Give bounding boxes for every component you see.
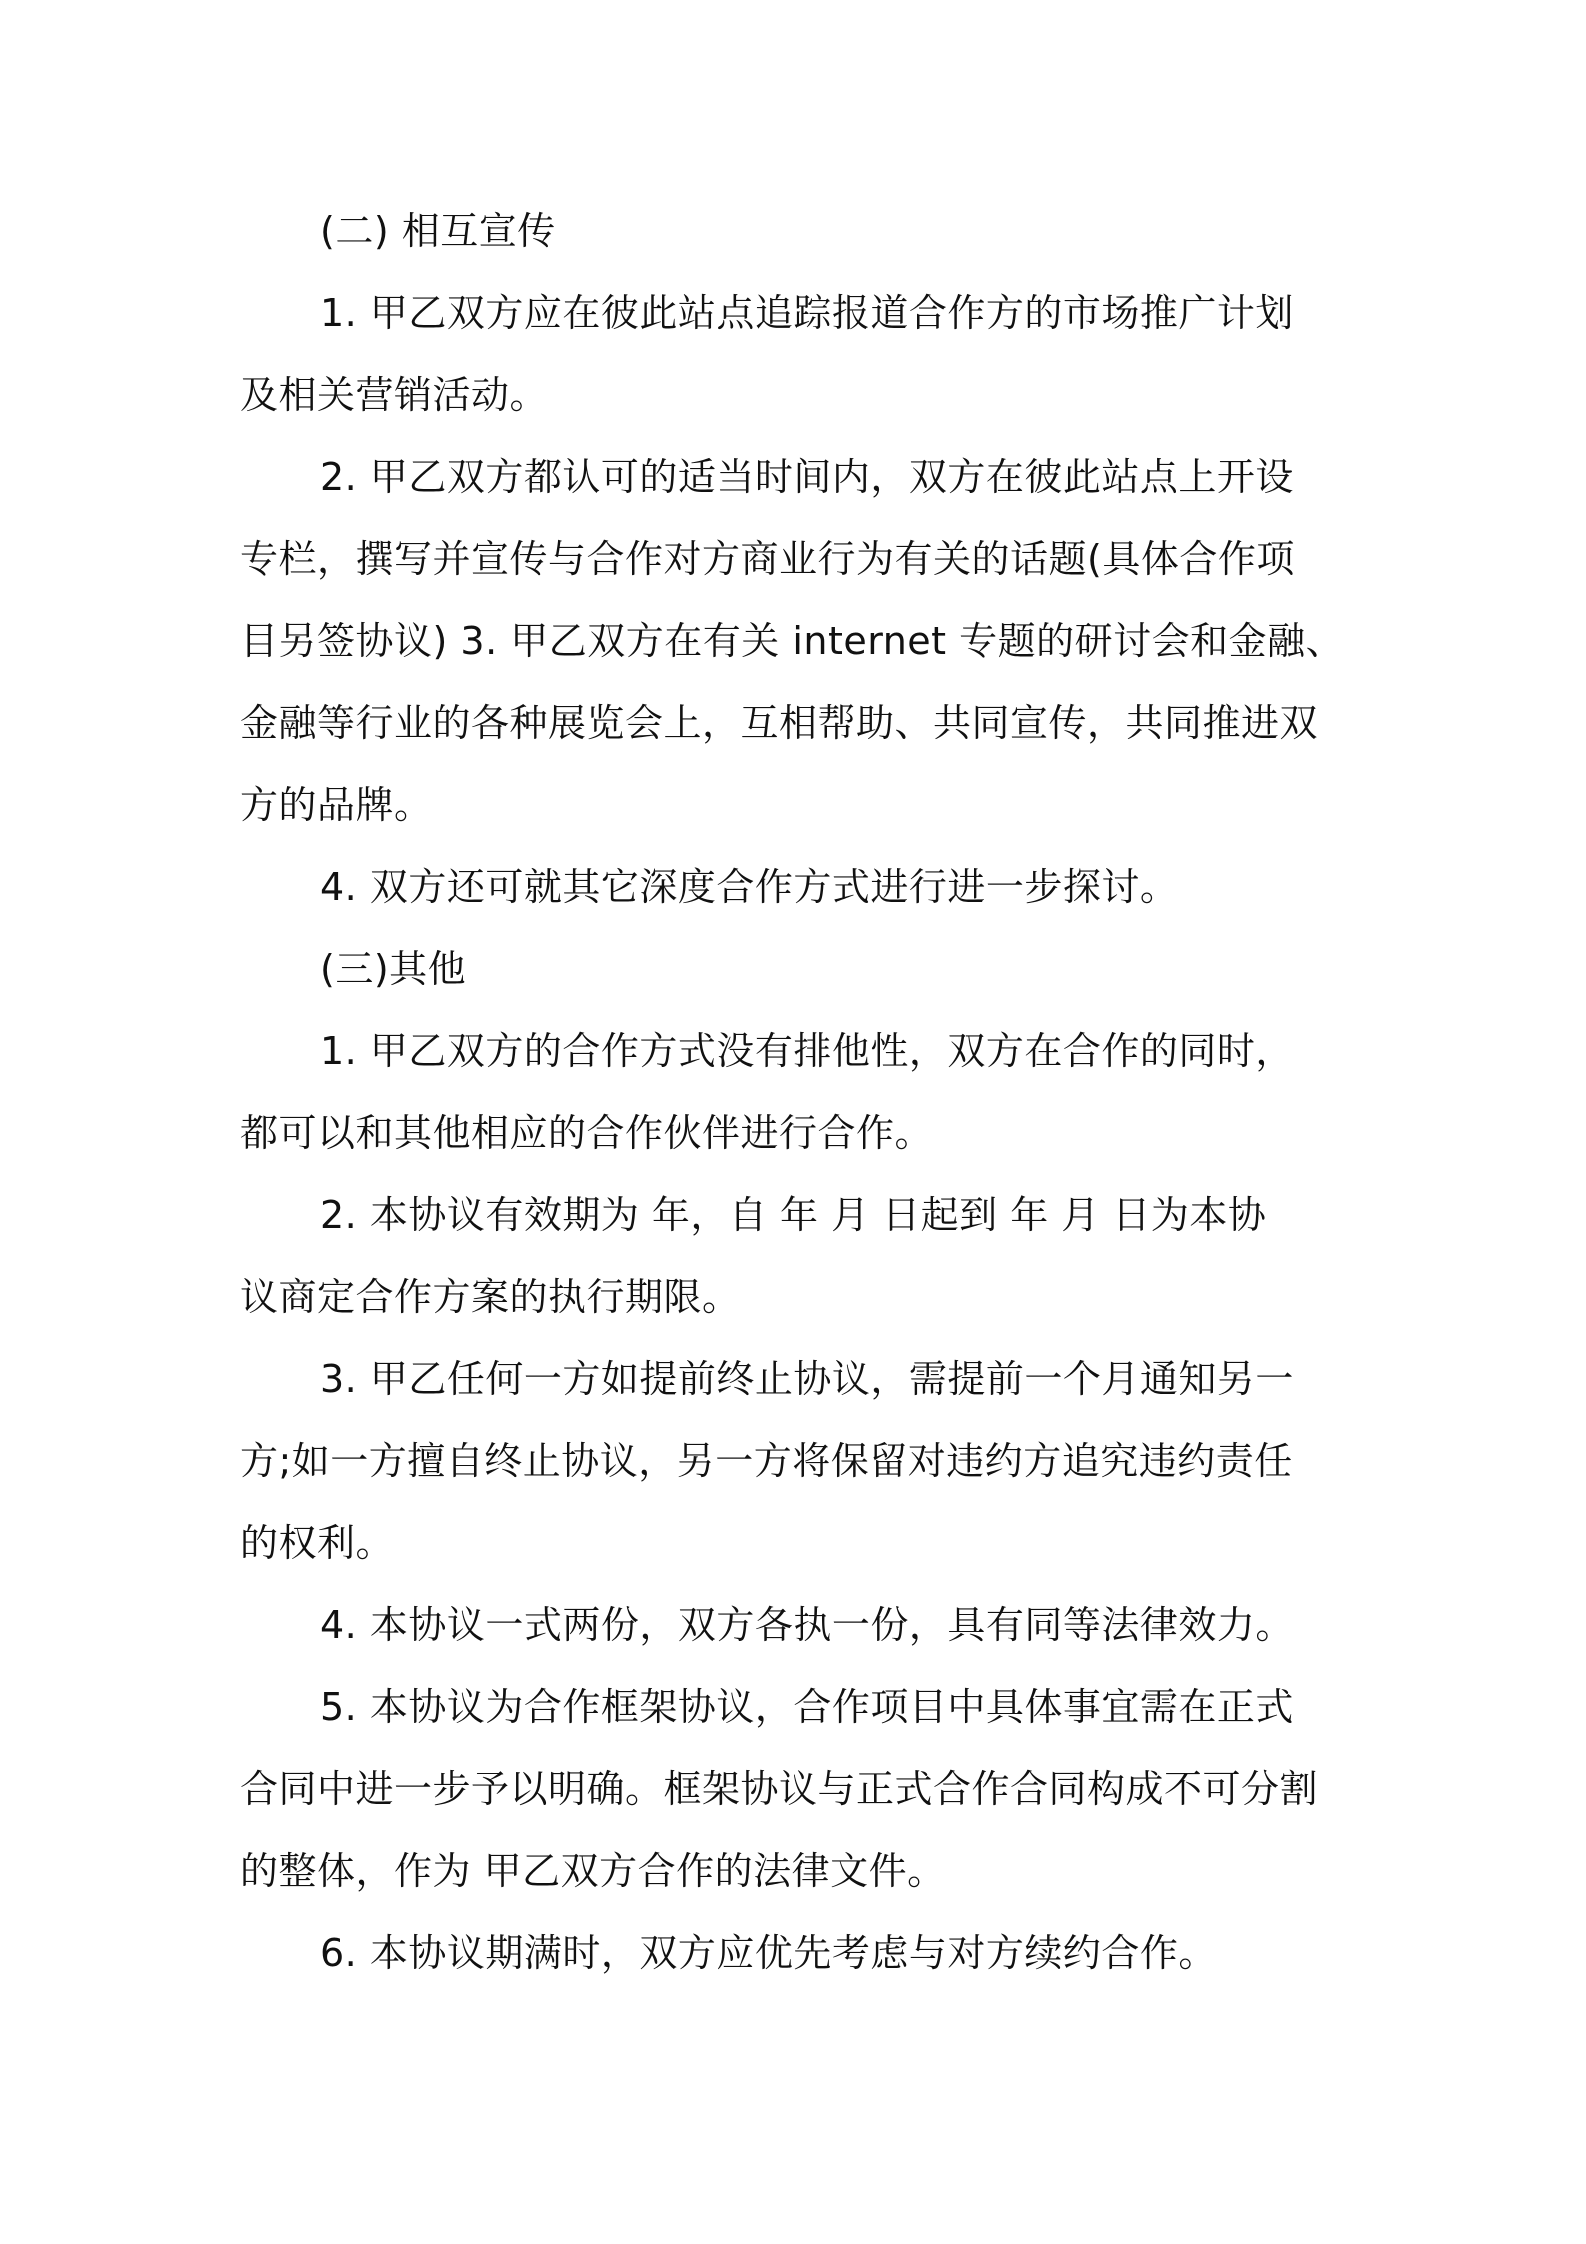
paragraph-line: 5. 本协议为合作框架协议，合作项目中具体事宜需在正式 [320, 1685, 1294, 1729]
paragraph-line: 2. 甲乙双方都认可的适当时间内，双方在彼此站点上开设 [320, 455, 1294, 499]
paragraph-line: 都可以和其他相应的合作伙伴进行合作。 [240, 1111, 934, 1155]
paragraph-line: 目另签协议) 3. 甲乙双方在有关 internet 专题的研讨会和金融、 [240, 619, 1345, 663]
paragraph-line: 专栏，撰写并宣传与合作对方商业行为有关的话题(具体合作项 [240, 537, 1295, 581]
paragraph-line: 6. 本协议期满时，双方应优先考虑与对方续约合作。 [320, 1931, 1217, 1975]
paragraph-line: 2. 本协议有效期为 年，自 年 月 日起到 年 月 日为本协 [320, 1193, 1267, 1237]
paragraph-line: 议商定合作方案的执行期限。 [240, 1275, 741, 1319]
paragraph-line: 合同中进一步予以明确。框架协议与正式合作合同构成不可分割 [240, 1767, 1319, 1811]
document-body [240, 190, 1356, 1994]
paragraph-line: 的权利。 [240, 1521, 395, 1565]
section-heading-mutual-promotion: (二) 相互宣传 [320, 209, 556, 253]
paragraph-line: 4. 双方还可就其它深度合作方式进行进一步探讨。 [320, 865, 1179, 909]
paragraph-line: 及相关营销活动。 [240, 373, 549, 417]
paragraph-line: 1. 甲乙双方应在彼此站点追踪报道合作方的市场推广计划 [320, 291, 1294, 335]
paragraph-line: 方的品牌。 [240, 783, 433, 827]
section-heading-other: (三)其他 [320, 947, 467, 991]
paragraph-line: 4. 本协议一式两份，双方各执一份，具有同等法律效力。 [320, 1603, 1294, 1647]
paragraph-line: 的整体，作为 甲乙双方合作的法律文件。 [240, 1849, 946, 1893]
paragraph-line: 3. 甲乙任何一方如提前终止协议，需提前一个月通知另一 [320, 1357, 1294, 1401]
paragraph-line: 金融等行业的各种展览会上，互相帮助、共同宣传，共同推进双 [240, 701, 1319, 745]
paragraph-line: 1. 甲乙双方的合作方式没有排他性，双方在合作的同时， [320, 1029, 1294, 1073]
paragraph-line: 方;如一方擅自终止协议，另一方将保留对违约方追究违约责任 [240, 1439, 1293, 1483]
